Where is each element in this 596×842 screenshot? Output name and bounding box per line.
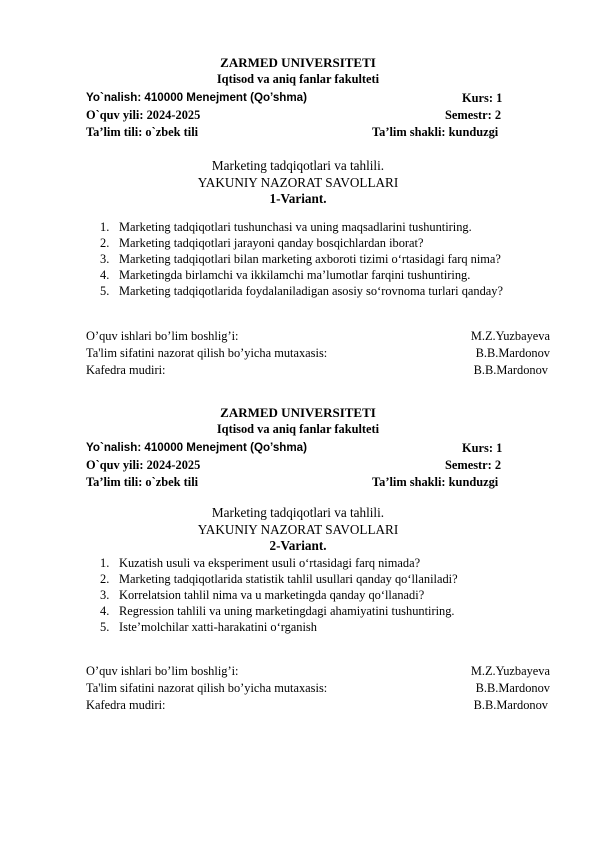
question-text: Korrelatsion tahlil nima va u marketingda qanday qo‘llanadi? [119,588,425,602]
question-number: 1. [100,556,110,570]
semester-label: Semestr: 2 [445,458,502,472]
question-number: 3. [100,252,110,266]
question-text: Marketing tadqiqotlari bilan marketing axboroti tizimi o‘rtasidagi farq nima? [119,252,501,266]
signature-role: Ta'lim sifatini nazorat qilish bo’yicha mutaxasis: [86,346,328,360]
question-number: 2. [100,236,110,250]
question-text: Kuzatish usuli va eksperiment usuli o‘rtasidagi farq nimada? [119,556,421,570]
question-number: 4. [100,604,110,618]
course-label: Kurs: 1 [462,441,503,455]
signature-role: O’quv ishlari bo’lim boshlig’i: [86,664,239,678]
question-number: 2. [100,572,110,586]
study-form-label: Ta’lim shakli: kunduzgi [372,125,499,139]
signature-role: Ta'lim sifatini nazorat qilish bo’yicha mutaxasis: [86,681,328,695]
course-label: Kurs: 1 [462,91,503,105]
exam-title: YAKUNIY NAZORAT SAVOLLARI [197,522,399,537]
exam-title: YAKUNIY NAZORAT SAVOLLARI [197,175,399,190]
year-label: O`quv yili: 2024-2025 [86,108,201,122]
signature-name: M.Z.Yuzbayeva [470,329,550,343]
signature-name: B.B.Mardonov [475,681,550,695]
question-text: Marketing tadqiqotlari jarayoni qanday bosqichlardan iborat? [119,236,424,250]
variant-title: 1-Variant. [269,191,327,206]
question-text: Marketingda birlamchi va ikkilamchi ma’lumotlar farqini tushuntiring. [119,268,471,282]
subject-title: Marketing tadqiqotlari va tahlili. [211,505,385,520]
question-text: Regression tahlili va uning marketingdagi ahamiyatini tushuntiring. [119,604,455,618]
signature-name: B.B.Mardonov [473,363,548,377]
question-number: 5. [100,284,110,298]
university-name: ZARMED UNIVERSITETI [220,405,376,420]
year-label: O`quv yili: 2024-2025 [86,458,201,472]
faculty-name: Iqtisod va aniq fanlar fakulteti [216,422,380,436]
study-form-label: Ta’lim shakli: kunduzgi [372,475,499,489]
question-number: 3. [100,588,110,602]
faculty-name: Iqtisod va aniq fanlar fakulteti [216,72,380,86]
question-number: 4. [100,268,110,282]
university-name: ZARMED UNIVERSITETI [220,55,376,70]
question-text: Marketing tadqiqotlarida statistik tahlil usullari qanday qo‘llaniladi? [119,572,458,586]
direction-label: Yo`nalish: 410000 Menejment (Qo’shma) [86,91,307,104]
question-number: 5. [100,620,110,634]
question-text: Iste’molchilar xatti-harakatini o‘rganish [119,620,317,634]
question-text: Marketing tadqiqotlarida foydalaniladigan asosiy so‘rovnoma turlari qanday? [119,284,503,298]
signature-name: B.B.Mardonov [475,346,550,360]
language-label: Ta’lim tili: o`zbek tili [86,475,199,489]
subject-title: Marketing tadqiqotlari va tahlili. [211,158,385,173]
signature-role: Kafedra mudiri: [86,363,166,377]
question-number: 1. [100,220,110,234]
language-label: Ta’lim tili: o`zbek tili [86,125,199,139]
question-text: Marketing tadqiqotlari tushunchasi va uning maqsadlarini tushuntiring. [119,220,472,234]
variant-title: 2-Variant. [269,538,327,553]
direction-label: Yo`nalish: 410000 Menejment (Qo’shma) [86,441,307,454]
signature-name: M.Z.Yuzbayeva [470,664,550,678]
signature-role: Kafedra mudiri: [86,698,166,712]
semester-label: Semestr: 2 [445,108,502,122]
signature-role: O’quv ishlari bo’lim boshlig’i: [86,329,239,343]
signature-name: B.B.Mardonov [473,698,548,712]
